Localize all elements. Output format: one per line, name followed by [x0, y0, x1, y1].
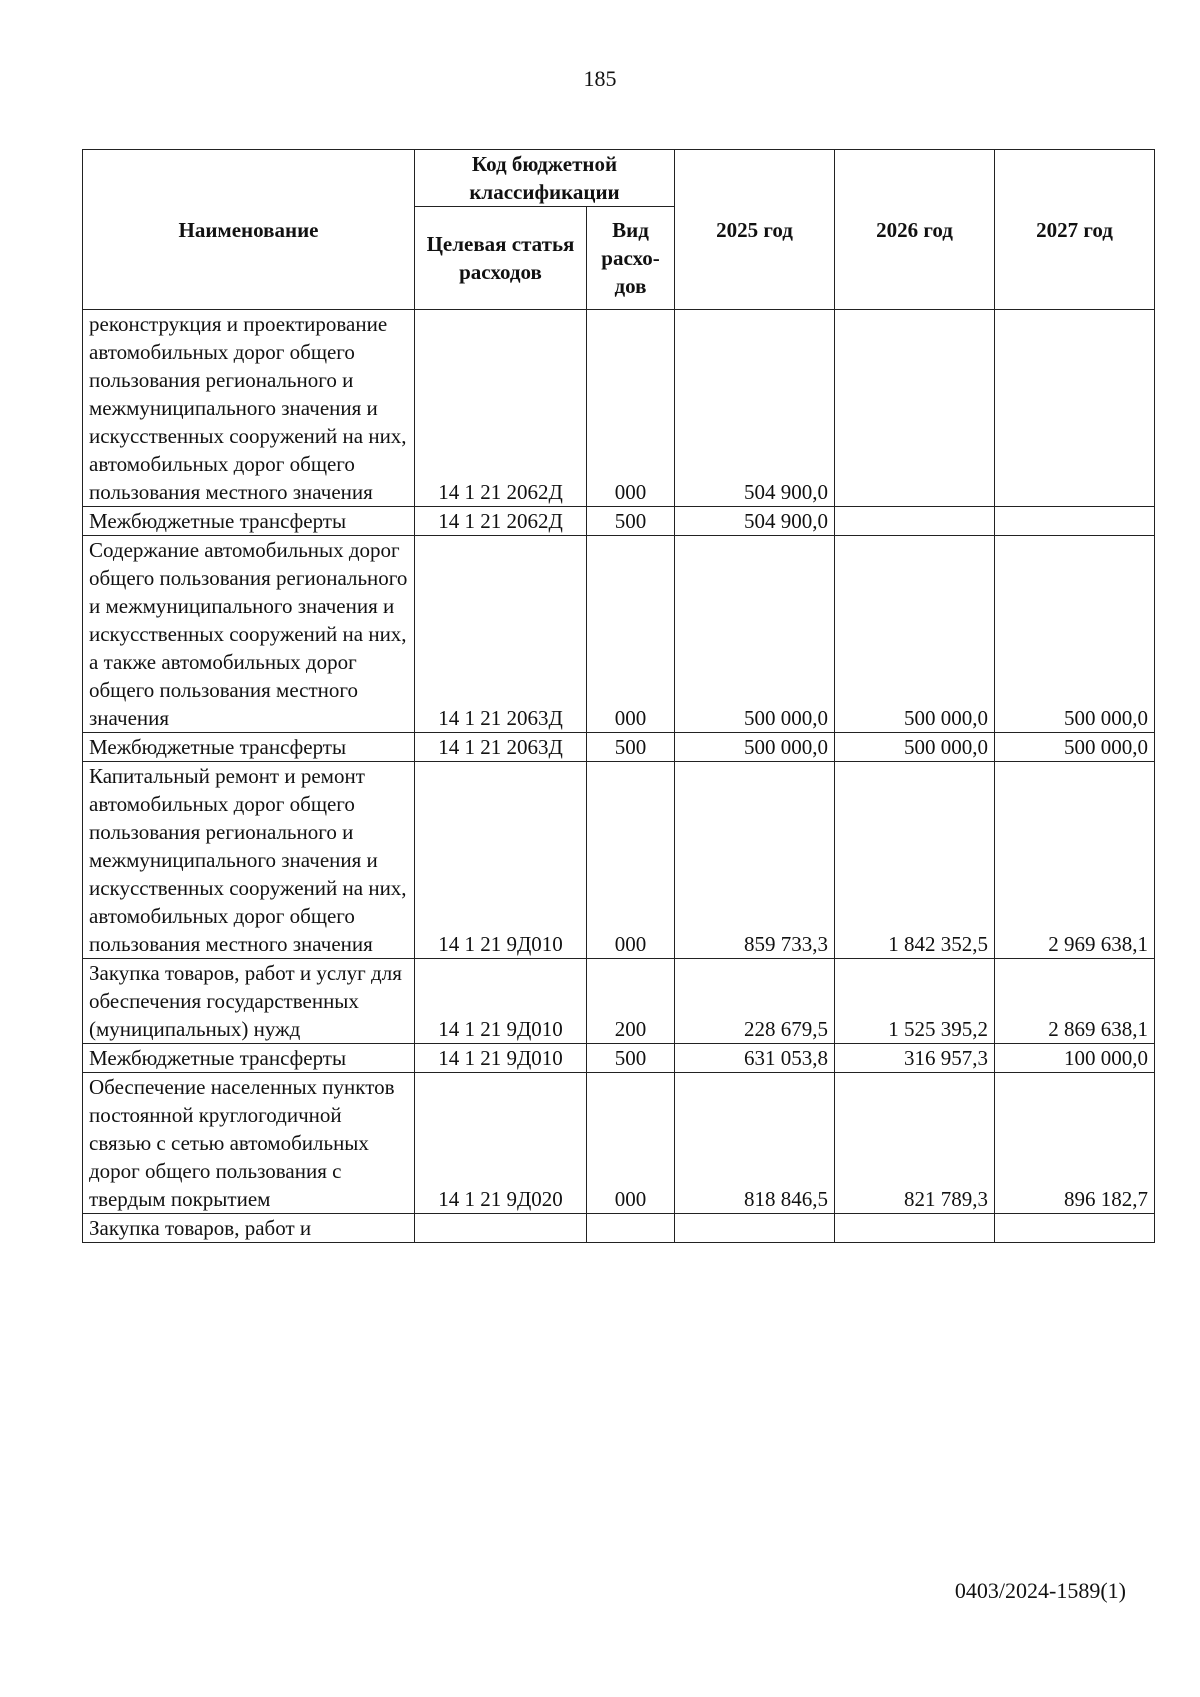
row-value-2025: 228 679,5: [675, 959, 835, 1044]
row-name: Закупка товаров, работ и услуг для обеспечения государственных (муниципальных) нужд: [83, 959, 415, 1044]
budget-table: [82, 149, 1155, 1243]
row-name: Межбюджетные трансферты: [83, 733, 415, 762]
table-row: [83, 1044, 1155, 1073]
header-year-2026: 2026 год: [835, 150, 995, 310]
row-name: Обеспечение населенных пунктов постоянной круглогодичной связью с сетью автомобильных дорог общего пользования с твердым покрытием: [83, 1073, 415, 1214]
row-value-2027: 100 000,0: [995, 1044, 1155, 1073]
document-code: 0403/2024-1589(1): [954, 1578, 1126, 1603]
row-expense-type: 000: [587, 310, 675, 507]
header-year-2025: 2025 год: [675, 150, 835, 310]
row-expense-type: 000: [587, 762, 675, 959]
row-value-2026: 316 957,3: [835, 1044, 995, 1073]
table-row: [83, 507, 1155, 536]
row-target-article: 14 1 21 2062Д: [415, 507, 587, 536]
row-value-2026: 1 842 352,5: [835, 762, 995, 959]
table-row: [83, 310, 1155, 507]
row-value-2026: [835, 1214, 995, 1243]
row-value-2026: [835, 507, 995, 536]
row-name: Закупка товаров, работ и: [83, 1214, 415, 1243]
row-name: реконструкция и проектирование автомобильных дорог общего пользования регионального и межмуниципального значения и искусственных сооружений на них, автомобильных дорог общего пользования местного значения: [83, 310, 415, 507]
table-row: [83, 1214, 1155, 1243]
row-name: Содержание автомобильных дорог общего пользования регионального и межмуниципального значения и искусственных сооружений на них, а также автомобильных дорог общего пользования местного значения: [83, 536, 415, 733]
row-value-2027: 500 000,0: [995, 536, 1155, 733]
row-value-2027: [995, 507, 1155, 536]
row-value-2025: 631 053,8: [675, 1044, 835, 1073]
row-value-2025: [675, 1214, 835, 1243]
table-row: [83, 762, 1155, 959]
row-target-article: 14 1 21 2062Д: [415, 310, 587, 507]
row-target-article: [415, 1214, 587, 1243]
header-code-group: Код бюджетной классификации: [415, 150, 675, 207]
row-value-2025: 859 733,3: [675, 762, 835, 959]
table-row: [83, 959, 1155, 1044]
row-value-2027: [995, 310, 1155, 507]
header-name: Наименование: [83, 150, 415, 310]
row-target-article: 14 1 21 9Д010: [415, 762, 587, 959]
table-row: [83, 1073, 1155, 1214]
row-value-2027: 2 869 638,1: [995, 959, 1155, 1044]
row-value-2025: 504 900,0: [675, 310, 835, 507]
header-expense-type: Вид расхо-дов: [587, 207, 675, 310]
table-row: [83, 733, 1155, 762]
row-target-article: 14 1 21 9Д020: [415, 1073, 587, 1214]
row-name: Капитальный ремонт и ремонт автомобильных дорог общего пользования регионального и межмуниципального значения и искусственных сооружений на них, автомобильных дорог общего пользования местного значения: [83, 762, 415, 959]
row-value-2027: 896 182,7: [995, 1073, 1155, 1214]
row-value-2026: 821 789,3: [835, 1073, 995, 1214]
row-value-2025: 500 000,0: [675, 536, 835, 733]
row-target-article: 14 1 21 9Д010: [415, 1044, 587, 1073]
row-value-2025: 500 000,0: [675, 733, 835, 762]
row-expense-type: [587, 1214, 675, 1243]
header-year-2027: 2027 год: [995, 150, 1155, 310]
header-target-article: Целевая статья расходов: [415, 207, 587, 310]
row-value-2025: 818 846,5: [675, 1073, 835, 1214]
row-value-2027: 2 969 638,1: [995, 762, 1155, 959]
page-number: 185: [583, 66, 617, 91]
row-expense-type: 000: [587, 1073, 675, 1214]
table-row: [83, 536, 1155, 733]
row-expense-type: 500: [587, 1044, 675, 1073]
row-value-2025: 504 900,0: [675, 507, 835, 536]
row-expense-type: 000: [587, 536, 675, 733]
row-target-article: 14 1 21 2063Д: [415, 733, 587, 762]
row-value-2026: 1 525 395,2: [835, 959, 995, 1044]
table-body: [83, 310, 1155, 1243]
row-target-article: 14 1 21 9Д010: [415, 959, 587, 1044]
row-name: Межбюджетные трансферты: [83, 507, 415, 536]
row-target-article: 14 1 21 2063Д: [415, 536, 587, 733]
row-expense-type: 500: [587, 733, 675, 762]
row-name: Межбюджетные трансферты: [83, 1044, 415, 1073]
row-value-2026: 500 000,0: [835, 536, 995, 733]
row-expense-type: 200: [587, 959, 675, 1044]
row-value-2027: 500 000,0: [995, 733, 1155, 762]
row-value-2026: [835, 310, 995, 507]
row-expense-type: 500: [587, 507, 675, 536]
row-value-2026: 500 000,0: [835, 733, 995, 762]
row-value-2027: [995, 1214, 1155, 1243]
